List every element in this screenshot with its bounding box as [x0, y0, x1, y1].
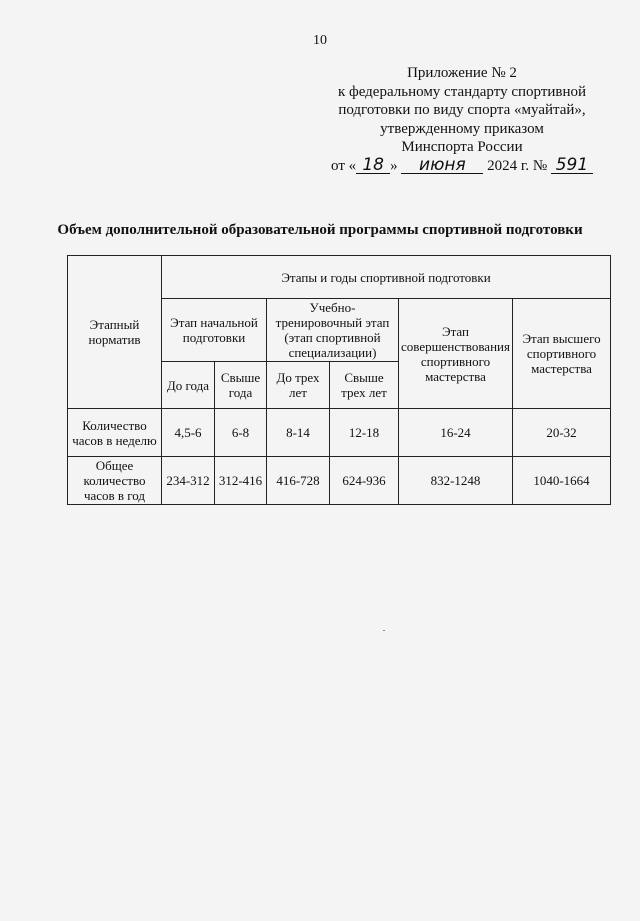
table-cell: 234-312: [162, 457, 215, 505]
table-cell: 624-936: [330, 457, 399, 505]
sub-header: До трех лет: [267, 362, 330, 409]
date-prefix: от «: [331, 157, 357, 174]
table-cell: 1040-1664: [513, 457, 611, 505]
volume-table: [67, 255, 611, 505]
stage-header: Учебно-тренировочный этап (этап спортивной специализации): [267, 299, 399, 362]
appendix-line: подготовки по виду спорта «муайтай»,: [338, 102, 586, 118]
appendix-line: утвержденному приказом: [380, 120, 544, 137]
stage-header: Этап высшего спортивного мастерства: [513, 299, 611, 409]
handwritten-order-number: 591: [551, 157, 593, 174]
table-cell: 416-728: [267, 457, 330, 505]
table-cell: 20-32: [513, 409, 611, 457]
appendix-line: к федеральному стандарту спортивной: [337, 83, 587, 100]
scan-speck: [383, 630, 385, 631]
table-row: [68, 409, 611, 457]
stage-header: Этап начальной подготовки: [162, 299, 267, 362]
row-label: Общее количество часов в год: [68, 457, 162, 505]
date-close: »: [390, 157, 398, 174]
table-cell: 832-1248: [399, 457, 513, 505]
page-number: 10: [313, 33, 327, 48]
appendix-line: Минспорта России: [401, 139, 523, 155]
handwritten-month: июня: [401, 157, 483, 174]
table-cell: 16-24: [399, 409, 513, 457]
table-cell: 6-8: [215, 409, 267, 457]
table-row: [68, 457, 611, 505]
year-text: 2024 г. №: [487, 157, 548, 174]
table-cell: 4,5-6: [162, 409, 215, 457]
stub-header: Этапный норматив: [68, 256, 162, 409]
order-date-line: [312, 154, 612, 176]
appendix-line: Приложение № 2: [407, 65, 517, 81]
appendix-block: [312, 64, 612, 175]
stage-header: Этап совершенствования спортивного мастерства: [399, 299, 513, 409]
table-cell: 8-14: [267, 409, 330, 457]
sub-header: Свыше года: [215, 362, 267, 409]
sub-header: До года: [162, 362, 215, 409]
row-label: Количество часов в неделю: [68, 409, 162, 457]
table-cell: 312-416: [215, 457, 267, 505]
stages-header: Этапы и годы спортивной подготовки: [162, 256, 611, 299]
table-cell: 12-18: [330, 409, 399, 457]
handwritten-day: 18: [356, 157, 390, 174]
sub-header: Свыше трех лет: [330, 362, 399, 409]
document-title: Объем дополнительной образовательной программы спортивной подготовки: [57, 222, 583, 238]
